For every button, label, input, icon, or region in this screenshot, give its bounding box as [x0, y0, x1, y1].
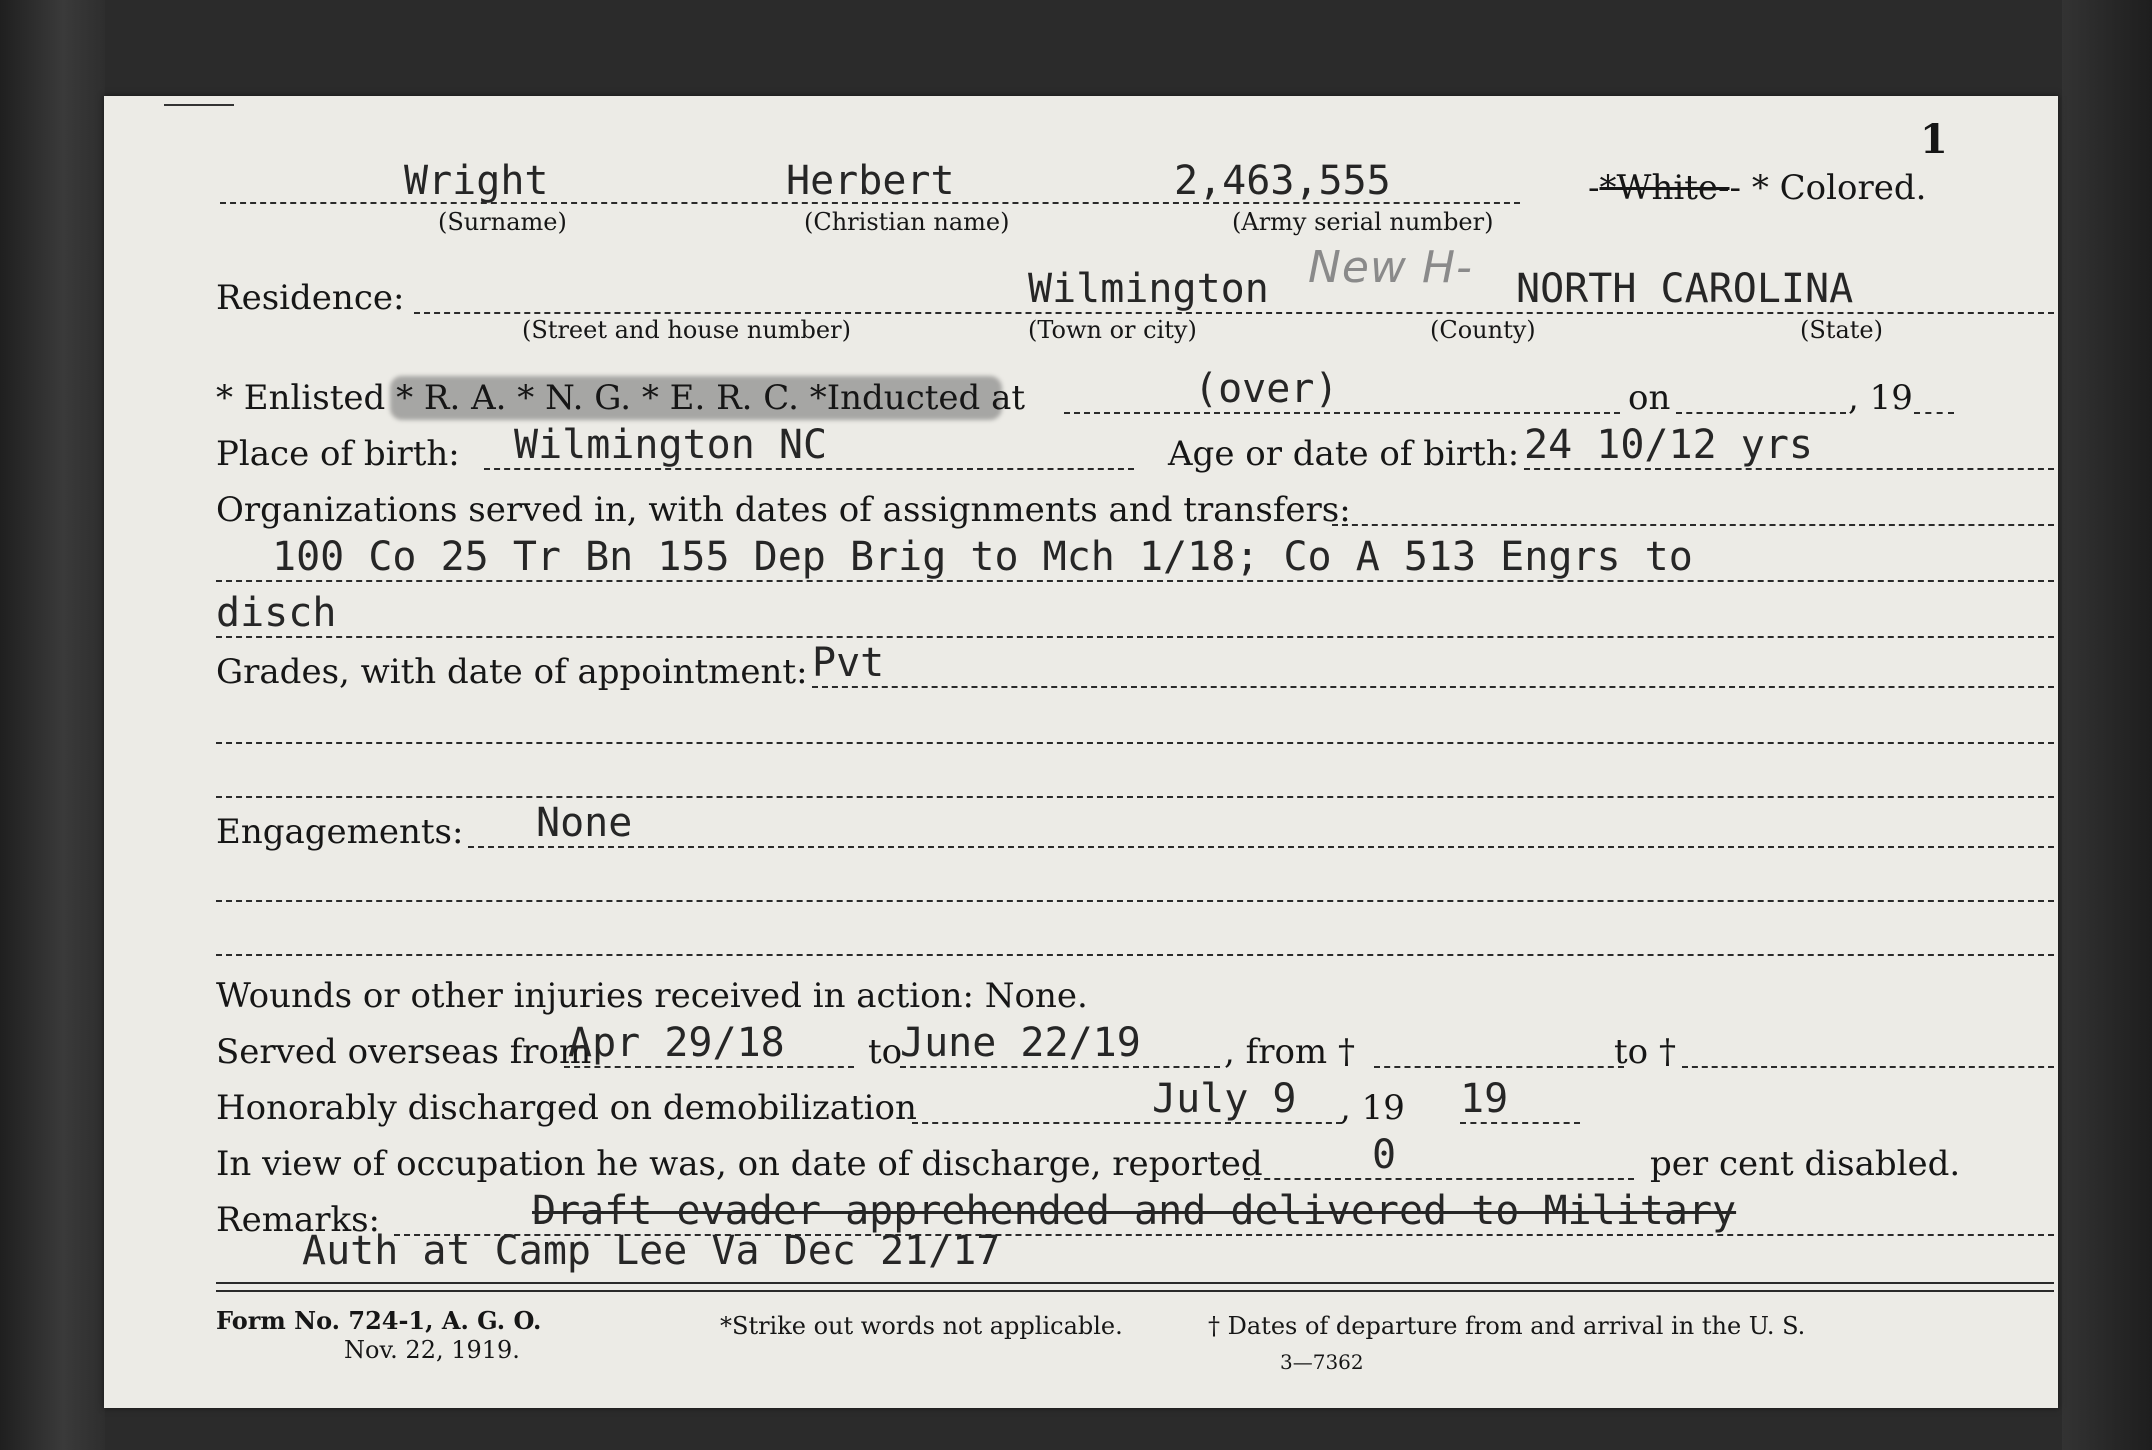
- overseas-from2-label: , from †: [1224, 1032, 1355, 1072]
- label-street: (Street and house number): [522, 316, 851, 344]
- age-value: 24 10/12 yrs: [1524, 422, 1813, 468]
- grades-label: Grades, with date of appointment:: [216, 652, 808, 692]
- enlisted-place: (over): [1194, 366, 1339, 412]
- disability-label: In view of occupation he was, on date of discharge, reported: [216, 1144, 1263, 1184]
- serial-number-value: 2,463,555: [1174, 158, 1391, 204]
- race-field: [1588, 168, 1926, 208]
- organizations-label: Organizations served in, with dates of assignments and transfers:: [216, 490, 1351, 530]
- form-number: Form No. 724-1, A. G. O.: [216, 1306, 542, 1335]
- surname-value: Wright: [404, 158, 549, 204]
- race-selected: Colored.: [1779, 168, 1927, 208]
- footnote-strike: *Strike out words not applicable.: [720, 1312, 1123, 1340]
- remarks-rule-2: [216, 1290, 2054, 1292]
- remarks-label: Remarks:: [216, 1200, 380, 1240]
- label-state: (State): [1800, 316, 1883, 344]
- age-label: Age or date of birth:: [1168, 434, 1520, 474]
- scan-background-left: [0, 0, 105, 1450]
- christian-name-value: Herbert: [786, 158, 955, 204]
- form-date: Nov. 22, 1919.: [344, 1336, 520, 1364]
- organizations-line-2: disch: [216, 590, 337, 636]
- remarks-line-1: Draft evader apprehended and delivered to Military: [532, 1188, 1737, 1234]
- enlisted-label: * Enlisted * R. A. * N. G. * E. R. C. *Inducted at: [216, 378, 1026, 418]
- label-surname: (Surname): [438, 208, 567, 236]
- discharge-year: 19: [1460, 1076, 1509, 1122]
- engagements-value: None: [536, 800, 633, 846]
- disability-value: 0: [1372, 1132, 1397, 1178]
- disability-suffix: per cent disabled.: [1650, 1144, 1961, 1184]
- residence-state: NORTH CAROLINA: [1516, 266, 1854, 312]
- scan-background-right: [2062, 0, 2152, 1450]
- organizations-line-1: 100 Co 25 Tr Bn 155 Dep Brig to Mch 1/18; Co A 513 Engrs to: [272, 534, 1693, 580]
- remarks-line-2: Auth at Camp Lee Va Dec 21/17: [302, 1228, 1001, 1274]
- birth-place-value: Wilmington NC: [514, 422, 828, 468]
- enlisted-year-label: , 19: [1848, 378, 1913, 418]
- corner-dash: [164, 104, 234, 106]
- overseas-to: June 22/19: [900, 1020, 1141, 1066]
- service-record-card: [104, 96, 2058, 1408]
- residence-county-handwritten: New H-: [1308, 242, 1473, 293]
- overseas-label: Served overseas from: [216, 1032, 592, 1072]
- label-county: (County): [1430, 316, 1536, 344]
- race-prefix: -: [1588, 168, 1600, 208]
- label-christian-name: (Christian name): [804, 208, 1010, 236]
- overseas-to-label: to: [868, 1032, 903, 1072]
- remarks-rule: [216, 1282, 2054, 1284]
- discharge-date: July 9: [1152, 1076, 1297, 1122]
- residence-town: Wilmington: [1028, 266, 1269, 312]
- birth-place-label: Place of birth:: [216, 434, 460, 474]
- race-prefix-2: -: [1729, 168, 1741, 208]
- footnote-dates: † Dates of departure from and arrival in the U. S.: [1208, 1312, 1806, 1340]
- engagements-label: Engagements:: [216, 812, 464, 852]
- card-number: 1: [1920, 116, 1948, 163]
- overseas-from: Apr 29/18: [568, 1020, 785, 1066]
- overseas-to2-label: to †: [1614, 1032, 1676, 1072]
- wounds-text: Wounds or other injuries received in action: None.: [216, 976, 1088, 1016]
- label-town: (Town or city): [1028, 316, 1197, 344]
- grades-value: Pvt: [812, 640, 885, 686]
- label-serial-number: (Army serial number): [1232, 208, 1494, 236]
- race-marker: *: [1751, 168, 1769, 208]
- residence-label: Residence:: [216, 278, 405, 318]
- discharge-label: Honorably discharged on demobilization: [216, 1088, 917, 1128]
- enlisted-on-label: on: [1628, 378, 1671, 418]
- print-code: 3—7362: [1280, 1350, 1364, 1374]
- race-struck: *White-: [1599, 168, 1730, 208]
- discharge-year-prefix: , 19: [1340, 1088, 1405, 1128]
